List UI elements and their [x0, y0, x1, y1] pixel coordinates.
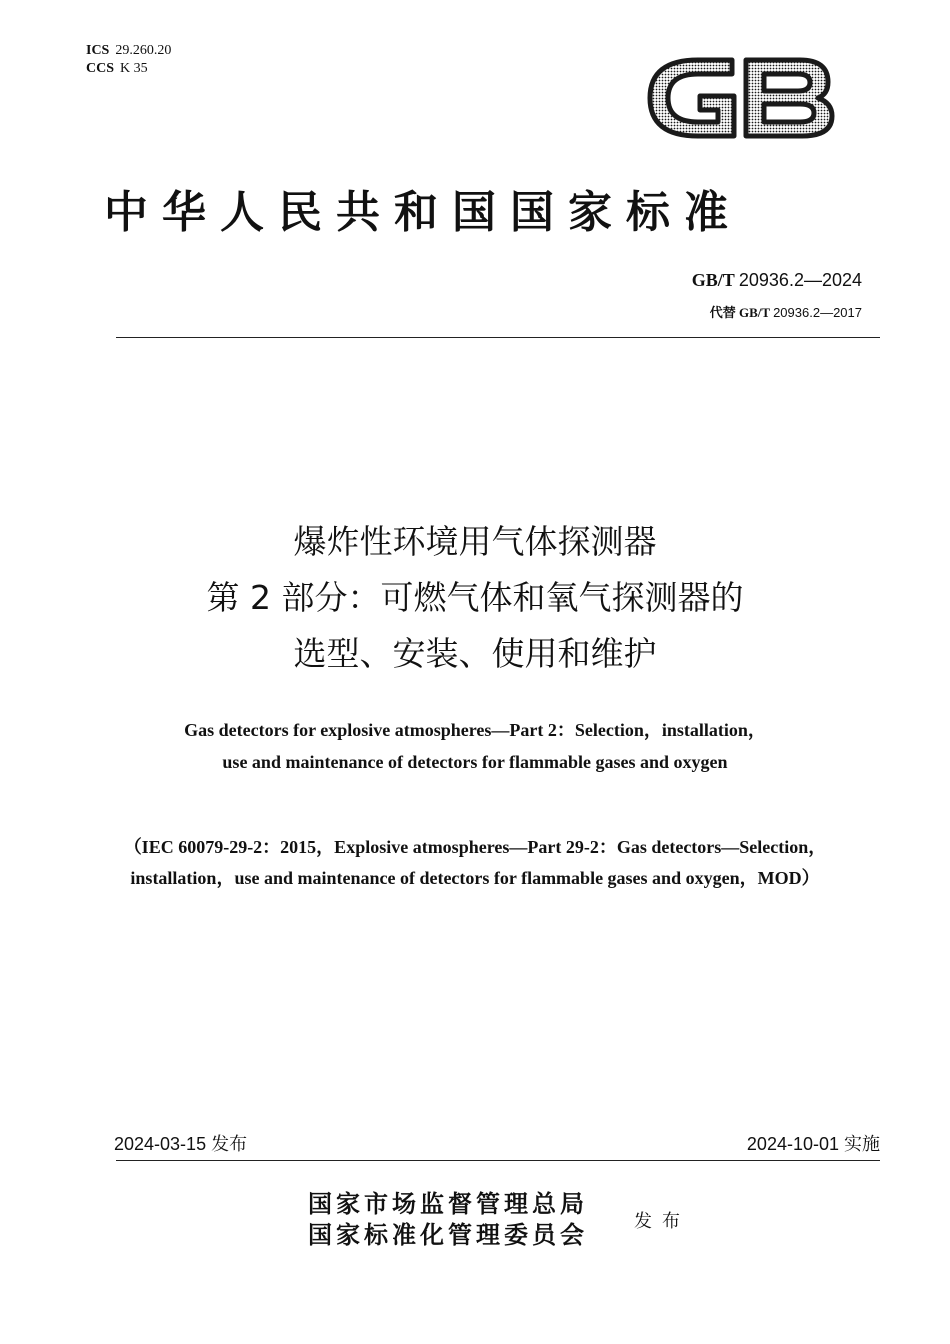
footer-divider	[116, 1160, 880, 1161]
ccs-label: CCS	[86, 61, 115, 76]
chinese-title-line-1: 爆炸性环境用气体探测器	[293, 522, 657, 561]
ics-value: 29.260.20	[115, 43, 172, 58]
replaces-number: 20936.2—2017	[773, 305, 862, 320]
issuer-sac: 国家标准化管理委员会	[308, 1220, 588, 1249]
chinese-title-line-2: 第 2 部分：可燃气体和氧气探测器的	[206, 578, 744, 617]
ccs-code	[86, 60, 171, 78]
implementation-date: 2024-10-01 实施	[746, 1134, 880, 1154]
issuing-authorities	[308, 1188, 588, 1250]
ics-code	[86, 42, 171, 60]
iec-reference-line-1: （IEC 60079-29-2：2015，Explosive atmospheres—Part 29-2：Gas detectors—Selection，	[123, 837, 827, 857]
standard-number	[692, 270, 862, 291]
standard-number-value: 20936.2—2024	[738, 270, 862, 290]
replaces-standard	[710, 302, 862, 321]
english-title-line-2: use and maintenance of detectors for flammable gases and oxygen	[222, 752, 728, 772]
chinese-title-line-3: 选型、安装、使用和维护	[293, 634, 657, 673]
replaces-prefix: 代替 GB/T	[709, 305, 770, 320]
iec-reference	[0, 832, 950, 894]
classification-codes	[86, 42, 171, 78]
issuer-samr: 国家市场监督管理总局	[308, 1189, 588, 1218]
chinese-title	[0, 514, 950, 682]
ccs-value: K 35	[120, 61, 148, 76]
publish-date: 2024-03-15 发布	[114, 1134, 248, 1154]
english-title-line-1: Gas detectors for explosive atmospheres—Part 2：Selection，installation，	[184, 720, 766, 740]
national-standard-title: 中华人民共和国国家标准	[104, 187, 742, 238]
gb-logo	[640, 46, 840, 150]
ics-label: ICS	[86, 43, 110, 58]
english-title	[0, 714, 950, 778]
issue-label: 发布	[634, 1211, 690, 1232]
header-divider	[116, 337, 880, 338]
standard-number-prefix: GB/T	[691, 270, 735, 290]
iec-reference-line-2: installation，use and maintenance of detectors for flammable gases and oxygen，MOD）	[130, 868, 820, 888]
